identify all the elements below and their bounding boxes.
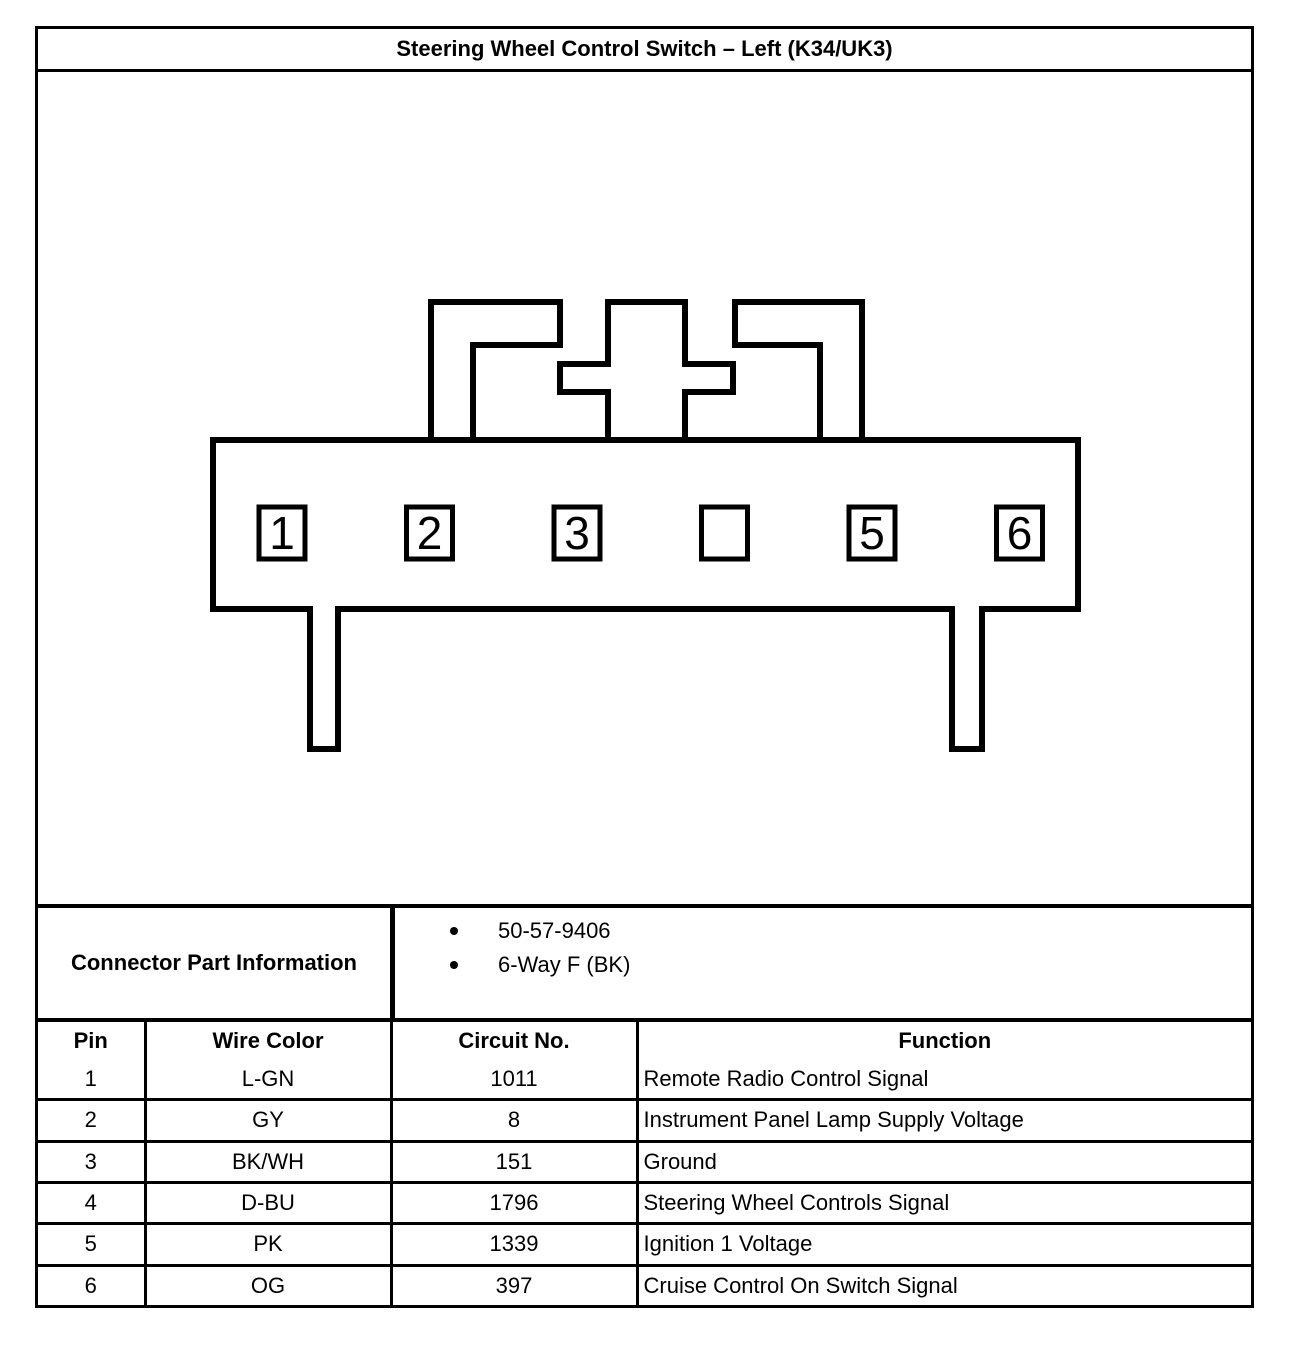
cell-function: Cruise Control On Switch Signal [637,1265,1251,1305]
connector-type: 6-Way F (BK) [498,952,631,977]
connector-info-list [393,908,1251,1018]
center-key [560,302,733,440]
right-latch [735,302,862,440]
header-wire-color: Wire Color [145,1022,391,1060]
connector-part-info [38,904,1251,1022]
cell-function: Ground [637,1141,1251,1182]
pin-cavity-2 [407,507,453,559]
cell-function: Instrument Panel Lamp Supply Voltage [637,1100,1251,1141]
bullet-icon [450,961,458,969]
cell-function: Remote Radio Control Signal [637,1060,1251,1100]
pin-cavity-3 [554,507,600,559]
pin-number-label: 3 [564,507,590,559]
pin-cavity-6 [997,507,1043,559]
pin-cavity-4 [702,507,748,559]
cell-pin: 5 [38,1224,145,1265]
pin-number-label: 1 [269,507,295,559]
cell-circuit-no: 8 [391,1100,637,1141]
cell-pin: 2 [38,1100,145,1141]
bullet-icon [450,927,458,935]
pin-number-label: 5 [859,507,885,559]
pin-number-label: 6 [1006,507,1033,559]
pin-cavity-1 [259,507,305,559]
pin-table [38,1022,1251,1305]
header-pin: Pin [38,1022,145,1060]
table-row [38,1182,1251,1223]
info-item-part-number [450,918,611,944]
left-latch [431,302,560,440]
header-circuit-no: Circuit No. [391,1022,637,1060]
connector-drawing [38,72,1251,904]
cell-wire-color: GY [145,1100,391,1141]
table-row [38,1100,1251,1141]
cell-pin: 6 [38,1265,145,1305]
cell-wire-color: BK/WH [145,1141,391,1182]
table-row [38,1265,1251,1305]
cell-circuit-no: 1339 [391,1224,637,1265]
cell-pin: 4 [38,1182,145,1223]
cell-wire-color: D-BU [145,1182,391,1223]
part-number: 50-57-9406 [498,918,611,943]
cell-circuit-no: 397 [391,1265,637,1305]
cell-function: Ignition 1 Voltage [637,1224,1251,1265]
table-row [38,1224,1251,1265]
diagram-frame [35,26,1254,1308]
info-item-connector-type [450,952,630,978]
cell-circuit-no: 151 [391,1141,637,1182]
cell-wire-color: OG [145,1265,391,1305]
page-title: Steering Wheel Control Switch – Left (K34/UK3) [38,29,1251,72]
pin-cavity-box [702,507,748,559]
connector-outline [213,440,1078,749]
cell-circuit-no: 1796 [391,1182,637,1223]
cell-circuit-no: 1011 [391,1060,637,1100]
cell-wire-color: L-GN [145,1060,391,1100]
pin-number-label: 2 [416,507,443,559]
table-row [38,1141,1251,1182]
connector-info-label: Connector Part Information [38,908,393,1018]
cell-pin: 1 [38,1060,145,1100]
cell-wire-color: PK [145,1224,391,1265]
cell-function: Steering Wheel Controls Signal [637,1182,1251,1223]
table-row [38,1060,1251,1100]
connector-diagram [38,72,1251,904]
table-header-row [38,1022,1251,1060]
pin-cavities [259,507,1043,559]
cell-pin: 3 [38,1141,145,1182]
header-function: Function [637,1022,1251,1060]
pin-cavity-5 [849,507,895,559]
